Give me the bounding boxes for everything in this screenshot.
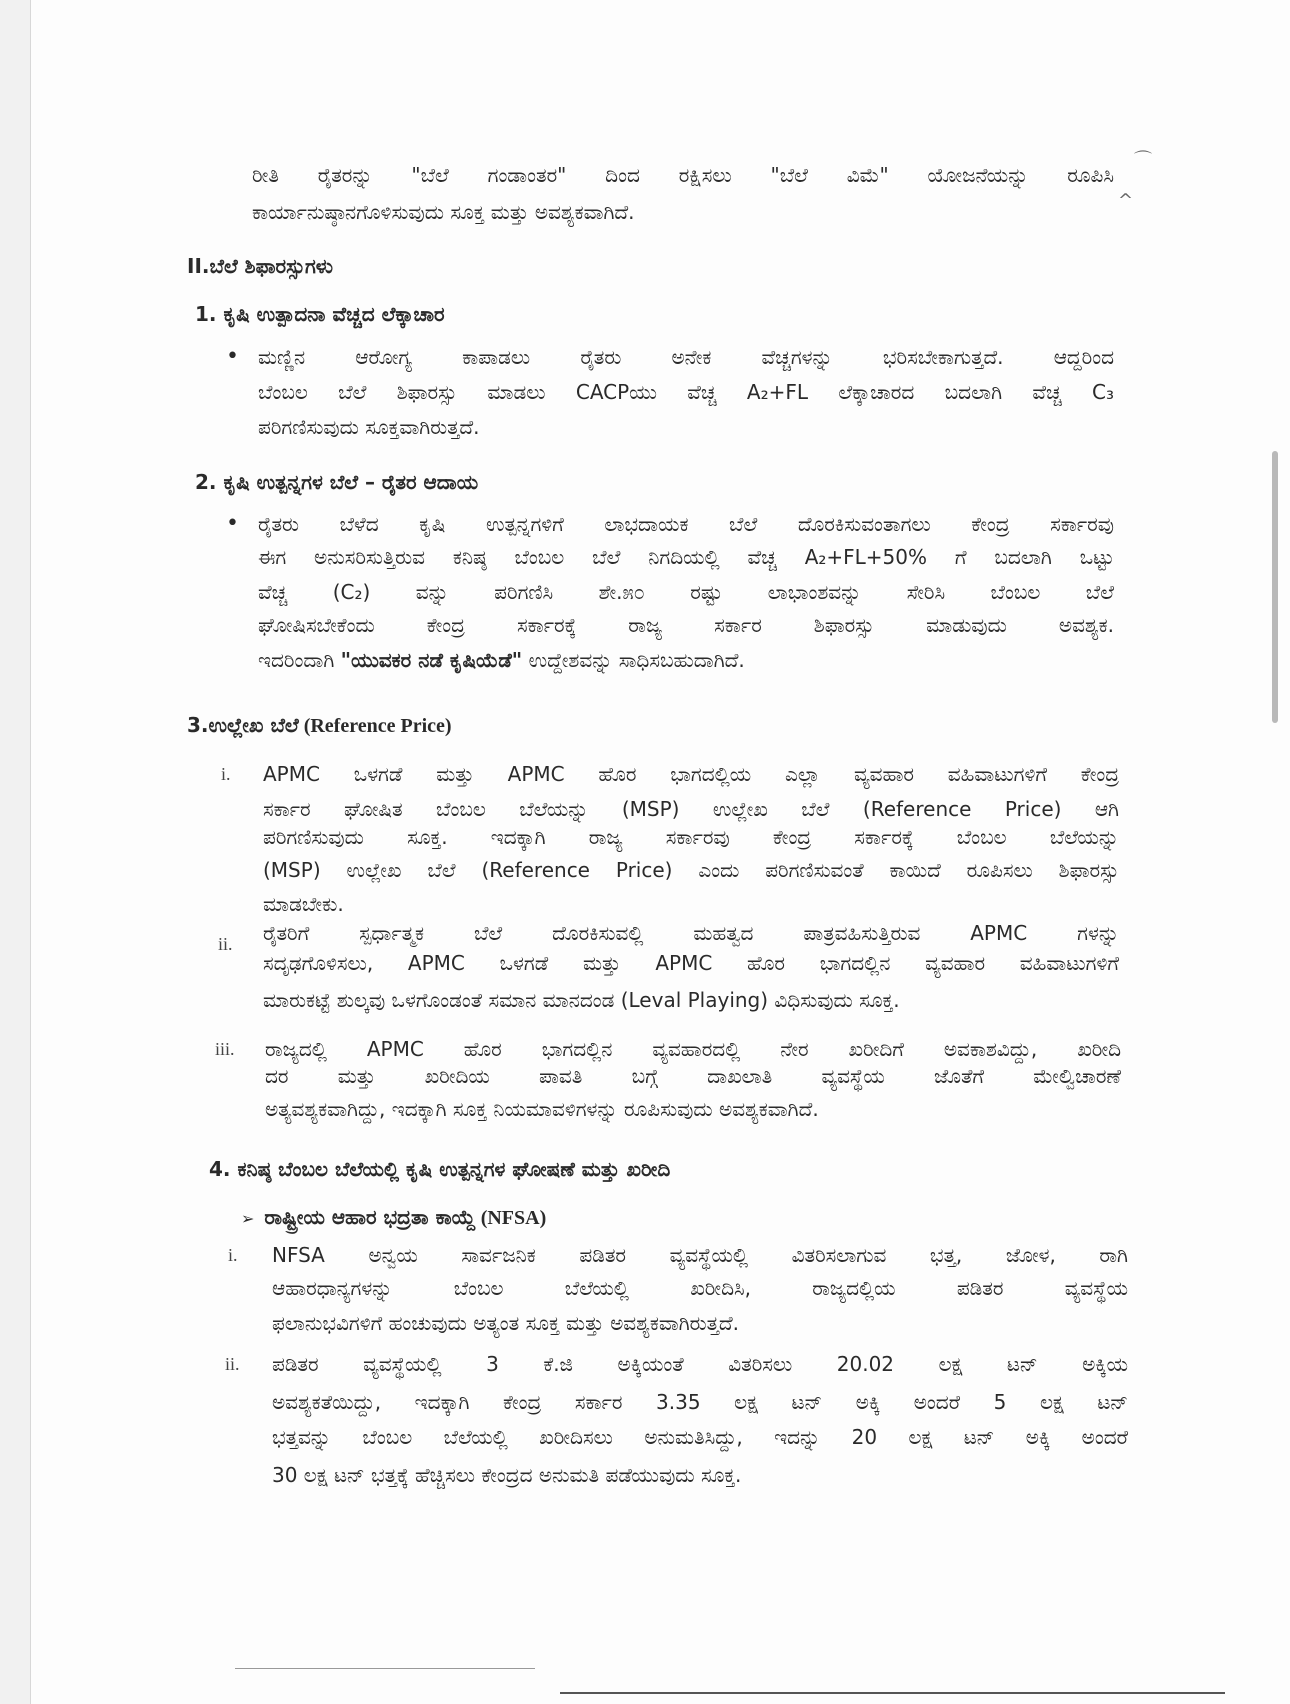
section-title: II.ಬೆಲೆ ಶಿಫಾರಸ್ಸುಗಳು — [187, 254, 334, 278]
para-line: ಭತ್ತವನ್ನು ಬೆಂಬಲ ಬೆಲೆಯಲ್ಲಿ ಖರೀದಿಸಲು ಅನುಮತಿಸಿದ್ದು, ಇದನ್ನು 20 ಲಕ್ಷ ಟನ್ ಅಕ್ಕಿ ಅಂದರೆ — [272, 1425, 1128, 1449]
para-line: 30 ಲಕ್ಷ ಟನ್ ಭತ್ತಕ್ಕೆ ಹೆಚ್ಚಿಸಲು ಕೇಂದ್ರದ ಅನುಮತಿ ಪಡೆಯುವುದು ಸೂಕ್ತ. — [272, 1463, 742, 1487]
heading-3-en: (Reference Price) — [298, 715, 452, 737]
footer-dashes — [235, 1668, 535, 1669]
para-line: (MSP) ಉಲ್ಲೇಖ ಬೆಲೆ (Reference Price) ಎಂದು ಪರಿಗಣಿಸುವಂತೆ ಕಾಯಿದೆ ರೂಪಿಸಲು ಶಿಫಾರಸ್ಸು — [263, 858, 1119, 882]
heading-3 — [187, 710, 452, 740]
bullet: • — [226, 344, 239, 369]
para-line: NFSA ಅನ್ವಯ ಸಾರ್ವಜನಿಕ ಪಡಿತರ ವ್ಯವಸ್ಥೆಯಲ್ಲಿ ವಿತರಿಸಲಾಗುವ ಭತ್ತ, ಜೋಳ, ರಾಗಿ — [272, 1243, 1128, 1267]
item-marker: iii. — [215, 1039, 235, 1059]
scan-mark: ⌒ — [1134, 150, 1152, 171]
item-marker: i. — [221, 764, 231, 784]
para-line: ಪರಿಗಣಿಸುವುದು ಸೂಕ್ತ. ಇದಕ್ಕಾಗಿ ರಾಜ್ಯ ಸರ್ಕಾರವು ಕೇಂದ್ರ ಸರ್ಕಾರಕ್ಕೆ ಬೆಂಬಲ ಬೆಲೆಯನ್ನು — [263, 825, 1119, 849]
heading-2: 2. ಕೃಷಿ ಉತ್ಪನ್ನಗಳ ಬೆಲೆ – ರೈತರ ಆದಾಯ — [195, 470, 479, 494]
heading-3-kn: 3.ಉಲ್ಲೇಖ ಬೆಲೆ — [187, 713, 299, 737]
heading-1: 1. ಕೃಷಿ ಉತ್ಪಾದನಾ ವೆಚ್ಚದ ಲೆಕ್ಕಾಚಾರ — [195, 302, 445, 326]
sub-heading — [241, 1202, 546, 1232]
intro-line: ಕಾರ್ಯಾನುಷ್ಠಾನಗೊಳಿಸುವುದು ಸೂಕ್ತ ಮತ್ತು ಅವಶ್ಯಕವಾಗಿದೆ. — [252, 200, 635, 224]
item-marker: i. — [228, 1245, 238, 1265]
para-line: ಮಾಡಬೇಕು. — [263, 892, 344, 916]
text: ಉದ್ದೇಶವನ್ನು ಸಾಧಿಸಬಹುದಾಗಿದೆ. — [522, 648, 745, 672]
para-line: ಈಗ ಅನುಸರಿಸುತ್ತಿರುವ ಕನಿಷ್ಠ ಬೆಂಬಲ ಬೆಲೆ ನಿಗದಿಯಲ್ಲಿ ವೆಚ್ಚ A₂+FL+50% ಗೆ ಬದಲಾಗಿ ಒಟ್ಟು — [258, 545, 1114, 569]
bullet: • — [226, 511, 239, 536]
para-line: ಆಹಾರಧಾನ್ಯಗಳನ್ನು ಬೆಂಬಲ ಬೆಲೆಯಲ್ಲಿ ಖರೀದಿಸಿ, ರಾಜ್ಯದಲ್ಲಿಯ ಪಡಿತರ ವ್ಯವಸ್ಥೆಯ — [272, 1276, 1128, 1300]
para-line: ಮಣ್ಣಿನ ಆರೋಗ್ಯ ಕಾಪಾಡಲು ರೈತರು ಅನೇಕ ವೆಚ್ಚಗಳನ್ನು ಭರಿಸಬೇಕಾಗುತ್ತದೆ. ಆದ್ದರಿಂದ — [258, 345, 1114, 369]
sub-heading-kn: ರಾಷ್ಟ್ರೀಯ ಆಹಾರ ಭದ್ರತಾ ಕಾಯ್ದೆ — [264, 1205, 476, 1229]
page-left-edge — [0, 0, 31, 1704]
para-line: APMC ಒಳಗಡೆ ಮತ್ತು APMC ಹೊರ ಭಾಗದಲ್ಲಿಯ ಎಲ್ಲಾ ವ್ಯವಹಾರ ವಹಿವಾಟುಗಳಿಗೆ ಕೇಂದ್ರ — [263, 762, 1119, 786]
para-line: ಪಡಿತರ ವ್ಯವಸ್ಥೆಯಲ್ಲಿ 3 ಕೆ.ಜಿ ಅಕ್ಕಿಯಂತೆ ವಿತರಿಸಲು 20.02 ಲಕ್ಷ ಟನ್ ಅಕ್ಕಿಯ — [272, 1352, 1128, 1376]
para-line: ಫಲಾನುಭವಿಗಳಿಗೆ ಹಂಚುವುದು ಅತ್ಯಂತ ಸೂಕ್ತ ಮತ್ತು ಅವಶ್ಯಕವಾಗಿರುತ್ತದೆ. — [272, 1311, 739, 1335]
vertical-scrollbar[interactable] — [1272, 451, 1278, 723]
para-line: ವೆಚ್ಚ (C₂) ವನ್ನು ಪರಿಗಣಿಸಿ ಶೇ.೫೦ ರಷ್ಟು ಲಾಭಾಂಶವನ್ನು ಸೇರಿಸಿ ಬೆಂಬಲ ಬೆಲೆ — [258, 580, 1114, 604]
item-marker: ii. — [225, 1354, 240, 1374]
para-line: ಅತ್ಯವಶ್ಯಕವಾಗಿದ್ದು, ಇದಕ್ಕಾಗಿ ಸೂಕ್ತ ನಿಯಮಾವಳಿಗಳನ್ನು ರೂಪಿಸುವುದು ಅವಶ್ಯಕವಾಗಿದೆ. — [265, 1097, 819, 1121]
para-line: ರೈತರು ಬೆಳೆದ ಕೃಷಿ ಉತ್ಪನ್ನಗಳಿಗೆ ಲಾಭದಾಯಕ ಬೆಲೆ ದೊರಕಿಸುವಂತಾಗಲು ಕೇಂದ್ರ ಸರ್ಕಾರವು — [258, 512, 1114, 536]
item-marker: ii. — [218, 934, 233, 954]
para-line: ದರ ಮತ್ತು ಖರೀದಿಯ ಪಾವತಿ ಬಗ್ಗೆ ದಾಖಲಾತಿ ವ್ಯವಸ್ಥೆಯ ಜೊತೆಗೆ ಮೇಲ್ವಿಚಾರಣೆ — [265, 1064, 1121, 1088]
slogan: "ಯುವಕರ ನಡೆ ಕೃಷಿಯೆಡೆ" — [340, 648, 523, 672]
footer-rule — [560, 1692, 1225, 1694]
heading-4: 4. ಕನಿಷ್ಠ ಬೆಂಬಲ ಬೆಲೆಯಲ್ಲಿ ಕೃಷಿ ಉತ್ಪನ್ನಗಳ ಘೋಷಣೆ ಮತ್ತು ಖರೀದಿ — [209, 1157, 671, 1181]
para-line: ಬೆಂಬಲ ಬೆಲೆ ಶಿಫಾರಸ್ಸು ಮಾಡಲು CACPಯು ವೆಚ್ಚ A₂+FL ಲೆಕ್ಕಾಚಾರದ ಬದಲಾಗಿ ವೆಚ್ಚ C₃ — [258, 380, 1114, 404]
para-line: ಸರ್ಕಾರ ಘೋಷಿತ ಬೆಂಬಲ ಬೆಲೆಯನ್ನು (MSP) ಉಲ್ಲೇಖ ಬೆಲೆ (Reference Price) ಆಗಿ — [263, 797, 1119, 821]
para-line: ಪರಿಗಣಿಸುವುದು ಸೂಕ್ತವಾಗಿರುತ್ತದೆ. — [258, 415, 480, 439]
intro-line: ರೀತಿ ರೈತರನ್ನು "ಬೆಲೆ ಗಂಡಾಂತರ" ದಿಂದ ರಕ್ಷಿಸಲು "ಬೆಲೆ ವಿಮೆ" ಯೋಜನೆಯನ್ನು ರೂಪಿಸಿ — [252, 163, 1114, 187]
para-line — [258, 645, 745, 675]
para-line: ಸದೃಢಗೊಳಿಸಲು, APMC ಒಳಗಡೆ ಮತ್ತು APMC ಹೊರ ಭಾಗದಲ್ಲಿನ ವ್ಯವಹಾರ ವಹಿವಾಟುಗಳಿಗೆ — [263, 951, 1119, 975]
text: ಇದರಿಂದಾಗಿ — [258, 648, 341, 672]
sub-heading-en: (NFSA) — [475, 1207, 547, 1229]
scan-mark: ^ — [1118, 190, 1134, 211]
para-line: ರಾಜ್ಯದಲ್ಲಿ APMC ಹೊರ ಭಾಗದಲ್ಲಿನ ವ್ಯವಹಾರದಲ್ಲಿ ನೇರ ಖರೀದಿಗೆ ಅವಕಾಶವಿದ್ದು, ಖರೀದಿ — [265, 1037, 1121, 1061]
para-line: ಮಾರುಕಟ್ಟೆ ಶುಲ್ಕವು ಒಳಗೊಂಡಂತೆ ಸಮಾನ ಮಾನದಂಡ (Leval Playing) ವಿಧಿಸುವುದು ಸೂಕ್ತ. — [263, 988, 900, 1012]
para-line: ಘೋಷಿಸಬೇಕೆಂದು ಕೇಂದ್ರ ಸರ್ಕಾರಕ್ಕೆ ರಾಜ್ಯ ಸರ್ಕಾರ ಶಿಫಾರಸ್ಸು ಮಾಡುವುದು ಅವಶ್ಯಕ. — [258, 613, 1114, 637]
para-line: ರೈತರಿಗೆ ಸ್ಪರ್ಧಾತ್ಮಕ ಬೆಲೆ ದೊರಕಿಸುವಲ್ಲಿ ಮಹತ್ವದ ಪಾತ್ರವಹಿಸುತ್ತಿರುವ APMC ಗಳನ್ನು — [263, 921, 1119, 945]
arrow-bullet-icon: ➢ — [241, 1209, 255, 1228]
para-line: ಅವಶ್ಯಕತೆಯಿದ್ದು, ಇದಕ್ಕಾಗಿ ಕೇಂದ್ರ ಸರ್ಕಾರ 3.35 ಲಕ್ಷ ಟನ್ ಅಕ್ಕಿ ಅಂದರೆ 5 ಲಕ್ಷ ಟನ್ — [272, 1390, 1128, 1414]
